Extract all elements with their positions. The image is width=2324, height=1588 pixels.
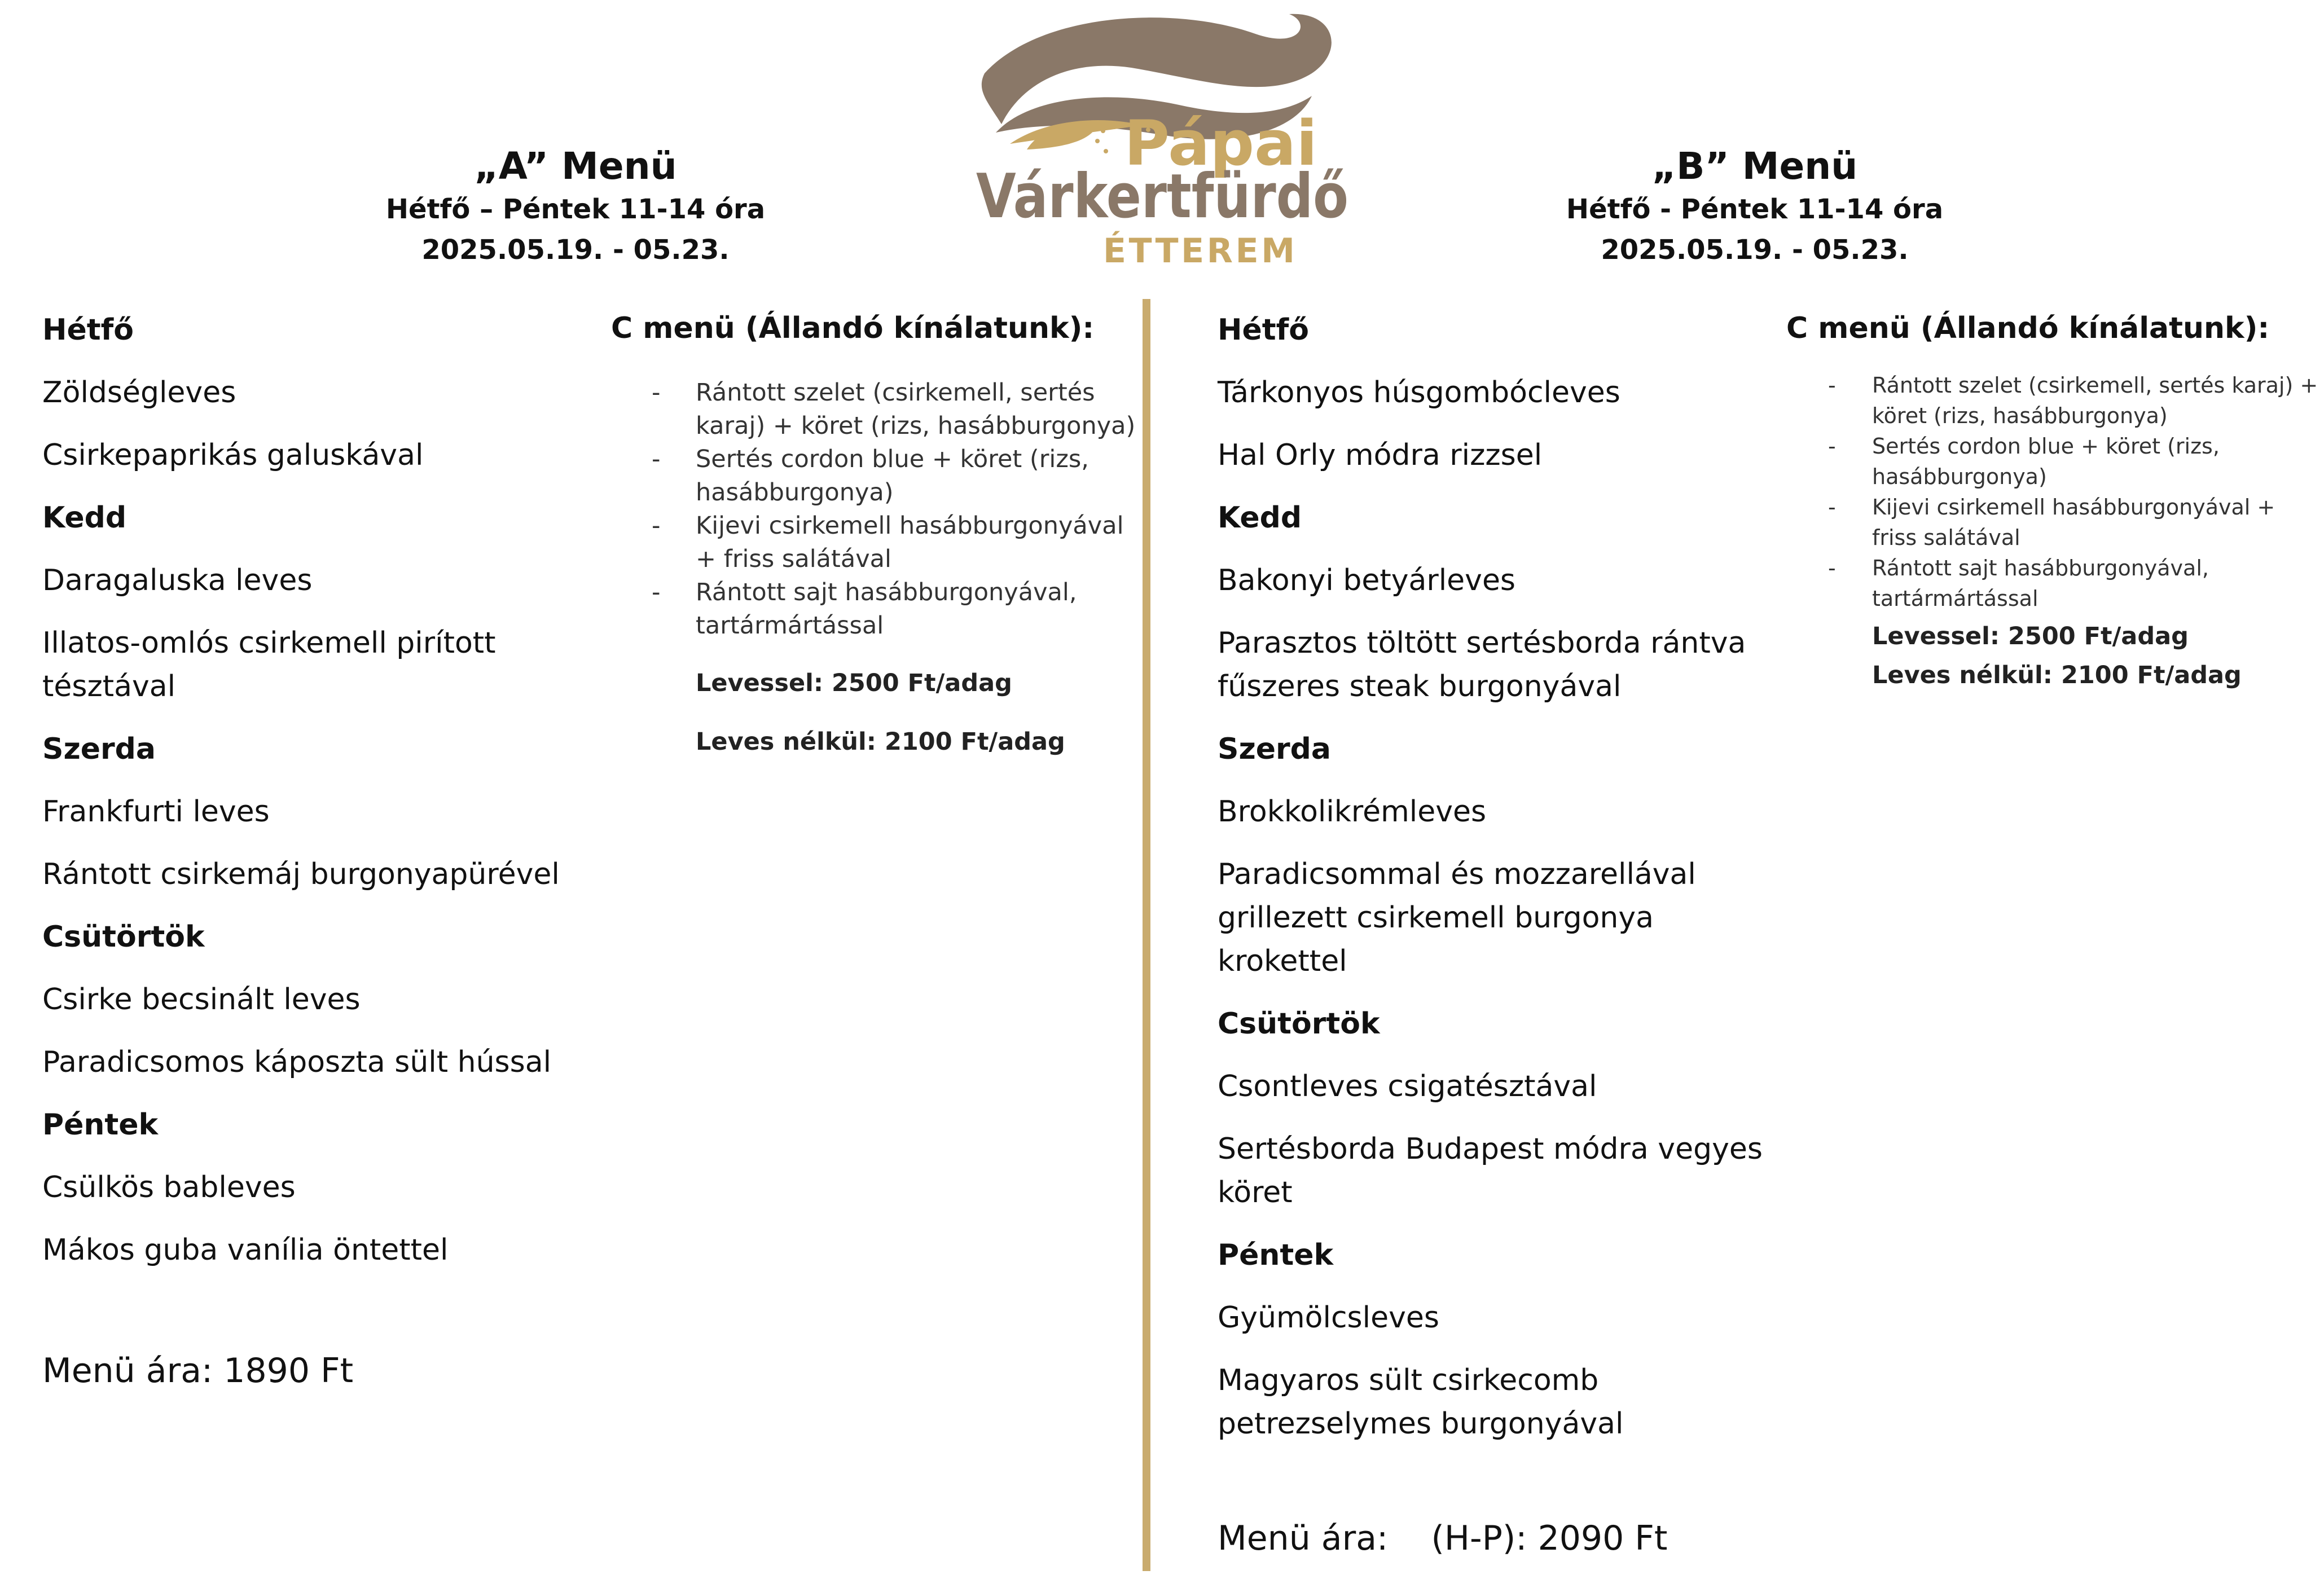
menu_b-dish-line: Magyaros sült csirkecomb xyxy=(1218,1363,1599,1397)
menu_a-dish-line: Mákos guba vanília öntettel xyxy=(42,1233,449,1267)
c-menu-item xyxy=(1828,492,2313,553)
menu_a-dish-line: Rántott csirkemáj burgonyapürével xyxy=(42,857,560,891)
menu-b-day-list xyxy=(1218,309,1782,1465)
c-menu-item-line: Kijevi csirkemell hasábburgonyával xyxy=(696,512,1124,540)
list-dash-bullet: - xyxy=(652,379,661,407)
menu_a-dish-line: Paradicsomos káposzta sült hússal xyxy=(42,1045,552,1079)
menu_b-dish-line: fűszeres steak burgonyával xyxy=(1218,670,1622,703)
c-menu-left-title: C menü (Állandó kínálatunk): xyxy=(611,311,1095,345)
c-menu-right-price-with-soup: Levessel: 2500 Ft/adag xyxy=(1872,622,2189,650)
menu-b-title: „B” Menü xyxy=(1651,144,1858,188)
c-menu-item-line: Rántott sajt hasábburgonyával, xyxy=(696,578,1077,606)
restaurant-logo xyxy=(962,0,1374,276)
c-menu-item-line: Kijevi csirkemell hasábburgonyával + xyxy=(1872,495,2275,520)
list-dash-bullet: - xyxy=(1828,495,1836,520)
list-dash-bullet: - xyxy=(652,445,661,473)
menu_b-day-heading: Szerda xyxy=(1218,732,1331,766)
c-menu-left-price-with-soup: Levessel: 2500 Ft/adag xyxy=(696,669,1012,697)
c-menu-right-price-without-soup: Leves nélkül: 2100 Ft/adag xyxy=(1872,661,2242,689)
menu_a-day-heading: Péntek xyxy=(42,1108,159,1142)
menu_b-dish-line: Csontleves csigatésztával xyxy=(1218,1070,1597,1103)
menu_a-dish-line: Illatos-omlós csirkemell pirított xyxy=(42,626,496,660)
menu_b-dish-line: Tárkonyos húsgombócleves xyxy=(1218,376,1620,410)
menu-a-hours: Hétfő – Péntek 11-14 óra xyxy=(385,193,766,225)
menu_b-dish-line: köret xyxy=(1218,1176,1293,1209)
menu_b-dish-line: Parasztos töltött sertésborda rántva xyxy=(1218,626,1746,660)
menu_a-dish-line: Csirke becsinált leves xyxy=(42,983,361,1017)
c-menu-item-line: Rántott sajt hasábburgonyával, xyxy=(1872,556,2209,580)
c-menu-right-list xyxy=(1828,370,2318,614)
list-dash-bullet: - xyxy=(1828,373,1836,398)
menu_a-dish-line: Daragaluska leves xyxy=(42,564,313,597)
menu-b-header xyxy=(1467,144,2042,270)
c-menu-item xyxy=(652,509,1124,576)
menu_b-day-heading: Péntek xyxy=(1218,1238,1334,1272)
menu-b-hours: Hétfő - Péntek 11-14 óra xyxy=(1566,193,1944,225)
menu_b-day-heading: Kedd xyxy=(1218,501,1302,535)
menu_b-dish-line: Paradicsommal és mozzarellával xyxy=(1218,857,1696,891)
menu-a-price: Menü ára: 1890 Ft xyxy=(42,1351,354,1391)
menu_b-dish-line: Bakonyi betyárleves xyxy=(1218,564,1516,597)
menu_a-dish-line: Frankfurti leves xyxy=(42,795,270,829)
menu-a-dates: 2025.05.19. - 05.23. xyxy=(421,234,730,266)
menu_b-dish-line: Gyümölcsleves xyxy=(1218,1301,1439,1335)
c-menu-item xyxy=(1828,553,2313,614)
menu-a-header xyxy=(288,144,863,270)
menu-a-day-list xyxy=(42,309,595,1291)
c-menu-item-line: karaj) + köret (rizs, hasábburgonya) xyxy=(696,412,1136,440)
menu_b-day-heading: Hétfő xyxy=(1218,313,1309,347)
logo-text-varkertfurdo: Várkertfürdő xyxy=(976,161,1348,232)
menu_a-day-heading: Szerda xyxy=(42,732,156,766)
list-dash-bullet: - xyxy=(1828,434,1836,459)
menu_b-dish-line: petrezselymes burgonyával xyxy=(1218,1407,1624,1441)
c-menu-item-line: tartármártással xyxy=(1872,586,2039,611)
logo-text-etterem: ÉTTEREM xyxy=(1103,231,1295,271)
c-menu-item-line: hasábburgonya) xyxy=(696,478,894,507)
menu_a-dish-line: Csülkös bableves xyxy=(42,1171,296,1204)
logo-text-papai: Pápai xyxy=(1124,107,1317,179)
menu_a-day-heading: Hétfő xyxy=(42,313,134,347)
c-menu-left-price-without-soup: Leves nélkül: 2100 Ft/adag xyxy=(696,728,1065,756)
menu_a-day-heading: Kedd xyxy=(42,501,127,535)
menu-a-title: „A” Menü xyxy=(474,144,677,188)
c-menu-item xyxy=(652,376,1136,443)
c-menu-item-line: Rántott szelet (csirkemell, sertés karaj) + xyxy=(1872,373,2318,398)
menu_b-dish-line: Sertésborda Budapest módra vegyes xyxy=(1218,1132,1763,1166)
c-menu-item-line: + friss salátával xyxy=(696,545,891,573)
menu_a-dish-line: Csirkepaprikás galuskával xyxy=(42,438,424,472)
c-menu-right-title: C menü (Állandó kínálatunk): xyxy=(1786,311,2270,345)
c-menu-item-line: köret (rizs, hasábburgonya) xyxy=(1872,403,2168,428)
c-menu-item-line: friss salátával xyxy=(1872,525,2020,550)
c-menu-item xyxy=(652,443,1114,509)
list-dash-bullet: - xyxy=(652,512,661,540)
c-menu-item-line: tartármártással xyxy=(696,612,884,640)
menu_b-day-heading: Csütörtök xyxy=(1218,1007,1380,1041)
menu_b-dish-line: Hal Orly módra rizzsel xyxy=(1218,438,1543,472)
logo-swirl-graphic xyxy=(962,0,1374,276)
list-dash-bullet: - xyxy=(1828,556,1836,580)
c-menu-item-line: Sertés cordon blue + köret (rizs, xyxy=(1872,434,2220,459)
c-menu-item xyxy=(652,576,1114,643)
c-menu-item-line: Rántott szelet (csirkemell, sertés xyxy=(696,379,1095,407)
c-menu-item xyxy=(1828,431,2313,492)
menu_b-dish-line: krokettel xyxy=(1218,944,1347,978)
menu_a-dish-line: Zöldségleves xyxy=(42,376,236,410)
c-menu-left-list xyxy=(652,376,1136,643)
c-menu-item-line: Sertés cordon blue + köret (rizs, xyxy=(696,445,1089,473)
c-menu-item xyxy=(1828,370,2318,431)
column-divider xyxy=(1143,299,1150,1571)
menu-b-dates: 2025.05.19. - 05.23. xyxy=(1601,234,1909,266)
menu_a-dish-line: tésztával xyxy=(42,670,176,703)
menu_b-dish-line: Brokkolikrémleves xyxy=(1218,795,1487,829)
list-dash-bullet: - xyxy=(652,578,661,606)
c-menu-item-line: hasábburgonya) xyxy=(1872,464,2047,489)
menu-b-price: Menü ára: (H-P): 2090 Ft xyxy=(1218,1519,1668,1558)
menu_b-dish-line: grillezett csirkemell burgonya xyxy=(1218,901,1654,935)
menu_a-day-heading: Csütörtök xyxy=(42,920,205,954)
